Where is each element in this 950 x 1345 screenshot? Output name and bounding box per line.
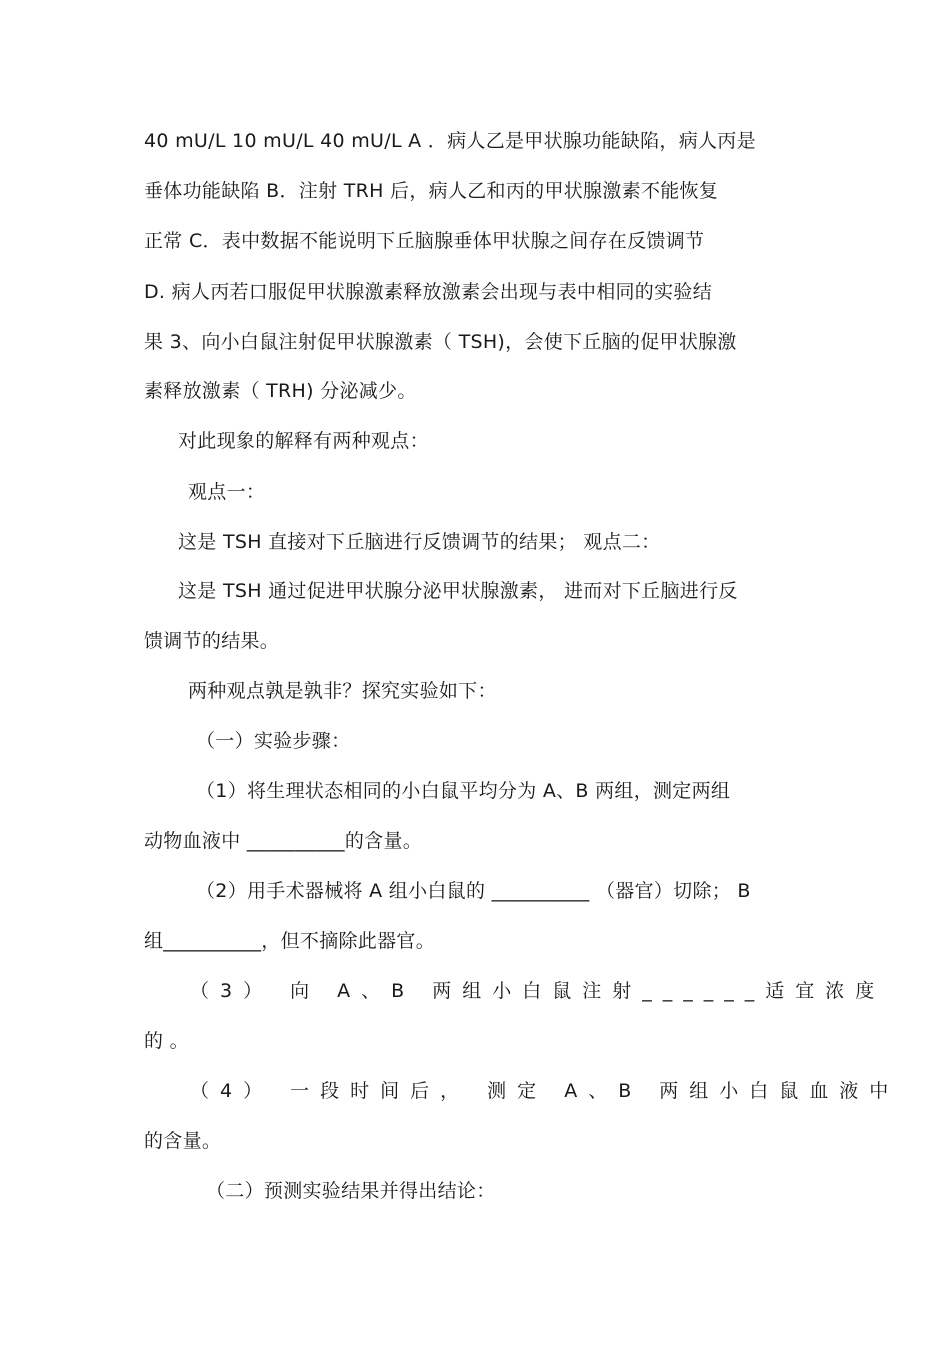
text-line: 对此现象的解释有两种观点： <box>178 430 429 452</box>
section-heading: （二）预测实验结果并得出结论： <box>206 1180 496 1202</box>
text-line: 的含量。 <box>144 1130 222 1152</box>
text-line: 垂体功能缺陷 B．注射 TRH 后，病人乙和丙的甲状腺激素不能恢复 <box>144 180 719 202</box>
text-line: 两种观点孰是孰非？探究实验如下： <box>188 680 497 702</box>
text-line: 正常 C．表中数据不能说明下丘脑腺垂体甲状腺之间存在反馈调节 <box>144 230 705 252</box>
text-line: D. 病人丙若口服促甲状腺激素释放激素会出现与表中相同的实验结 <box>144 281 713 303</box>
text-line: 的 。 <box>144 1030 189 1052</box>
text-line: （1）将生理状态相同的小白鼠平均分为 A、B 两组，测定两组 <box>196 780 731 802</box>
text-line: 这是 TSH 直接对下丘脑进行反馈调节的结果； 观点二： <box>178 531 661 553</box>
text-line: 观点一： <box>188 481 266 503</box>
text-line: 素释放激素（ TRH) 分泌减少。 <box>144 380 417 402</box>
text-line: （3） 向 A、B 两组小白鼠注射______适宜浓度 <box>190 980 886 1002</box>
text-line: （2）用手术器械将 A 组小白鼠的 __________ （器官）切除； B <box>196 880 751 902</box>
text-line: 组__________，但不摘除此器官。 <box>144 930 436 952</box>
text-line: 果 3、向小白鼠注射促甲状腺激素（ TSH)，会使下丘脑的促甲状腺激 <box>144 331 737 353</box>
section-heading: （一）实验步骤： <box>196 730 351 752</box>
text-line: 馈调节的结果。 <box>144 630 280 652</box>
text-line: 这是 TSH 通过促进甲状腺分泌甲状腺激素， 进而对下丘脑进行反 <box>178 580 738 602</box>
text-line: 40 mU/L 10 mU/L 40 mU/L A ．病人乙是甲状腺功能缺陷，病人丙是 <box>144 130 756 152</box>
text-line: 动物血液中 __________的含量。 <box>144 830 423 852</box>
text-line: （4） 一段时间后， 测定 A、B 两组小白鼠血液中 <box>190 1080 900 1102</box>
